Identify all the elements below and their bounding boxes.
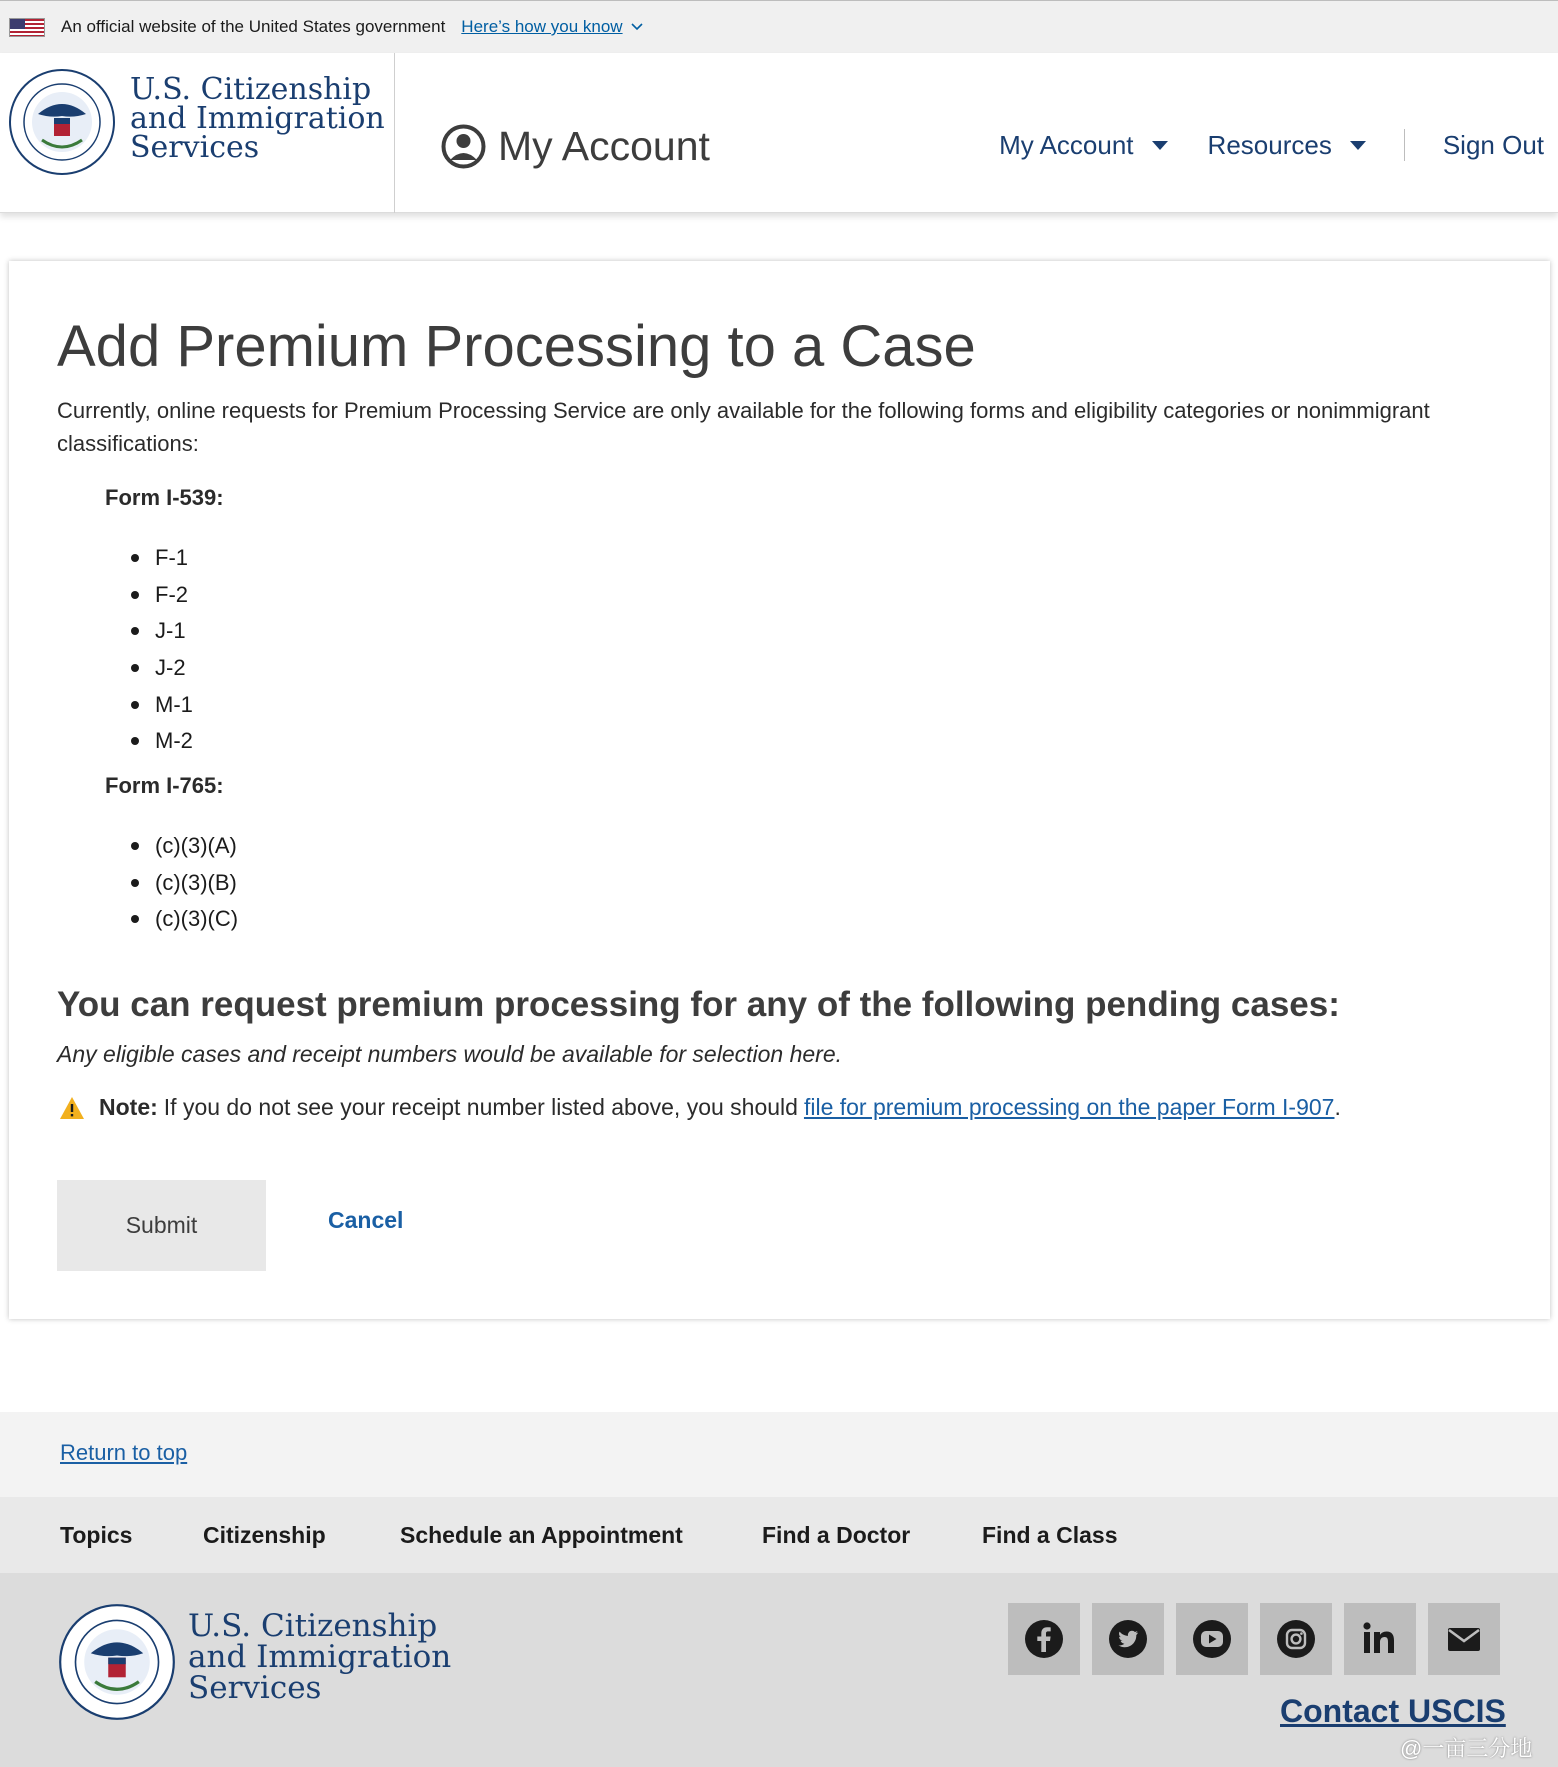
email-icon[interactable]	[1428, 1603, 1500, 1675]
chevron-down-icon	[631, 20, 643, 34]
pending-cases-heading: You can request premium processing for any of the following pending cases:	[57, 985, 1340, 1024]
twitter-icon[interactable]	[1092, 1603, 1164, 1675]
agency-line-2: and Immigration	[130, 101, 385, 136]
nav-my-account-label: My Account	[999, 129, 1134, 160]
dhs-seal-icon	[8, 68, 116, 176]
note-text: If you do not see your receipt number listed above, you should	[163, 1094, 798, 1120]
cancel-button[interactable]: Cancel	[328, 1207, 404, 1233]
my-account-heading	[441, 123, 710, 170]
agency-name	[130, 72, 390, 165]
form-i765-list	[131, 828, 238, 938]
list-item: J-1	[131, 613, 193, 650]
caret-down-icon	[1152, 141, 1168, 150]
caret-down-icon	[1350, 141, 1366, 150]
site-header	[0, 53, 1558, 213]
form-i539-list	[131, 540, 193, 760]
nav-my-account[interactable]	[999, 130, 1167, 161]
dhs-seal-icon	[58, 1603, 176, 1721]
us-flag-icon	[9, 18, 45, 37]
watermark: @一亩三分地	[1400, 1736, 1533, 1761]
user-circle-icon	[441, 124, 486, 169]
main-nav	[999, 129, 1544, 161]
how-you-know-link[interactable]	[461, 17, 642, 37]
nav-sign-out-label: Sign Out	[1442, 129, 1544, 160]
footer-nav-citizenship[interactable]: Citizenship	[203, 1521, 326, 1548]
instagram-icon[interactable]	[1260, 1603, 1332, 1675]
nav-sign-out[interactable]	[1443, 130, 1544, 161]
list-item: (c)(3)(A)	[131, 828, 238, 865]
gov-banner	[0, 0, 1558, 53]
form-i765-label: Form I-765:	[105, 773, 224, 798]
agency-line-1: U.S. Citizenship	[130, 72, 372, 107]
linkedin-icon[interactable]	[1344, 1603, 1416, 1675]
footer-nav-schedule-appointment[interactable]: Schedule an Appointment	[400, 1521, 683, 1548]
footer-bottom	[0, 1573, 1558, 1767]
footer-nav	[0, 1497, 1558, 1573]
youtube-icon[interactable]	[1176, 1603, 1248, 1675]
intro-text: Currently, online requests for Premium Processing Service are only available for the following forms and eligibility categories or nonimmigrant classifications:	[57, 398, 1430, 456]
note-label: Note:	[99, 1094, 158, 1120]
footer-agency-name	[188, 1608, 452, 1706]
agency-line-3: Services	[130, 130, 260, 165]
note-end: .	[1334, 1094, 1341, 1120]
facebook-icon[interactable]	[1008, 1603, 1080, 1675]
return-to-top-link[interactable]: Return to top	[60, 1440, 188, 1465]
form-i539-label: Form I-539:	[105, 485, 224, 510]
main-card	[9, 261, 1550, 1319]
main-heading: Add Premium Processing to a Case	[57, 314, 976, 379]
list-item: F-1	[131, 540, 193, 577]
list-item: M-2	[131, 723, 193, 760]
list-item: J-2	[131, 650, 193, 687]
footer-agency-line-2: and Immigration	[188, 1639, 452, 1675]
brand-logo[interactable]	[0, 53, 395, 213]
how-you-know-label: Here’s how you know	[461, 17, 623, 36]
footer-agency-line-1: U.S. Citizenship	[188, 1608, 438, 1644]
nav-resources[interactable]	[1208, 130, 1366, 161]
list-item: M-1	[131, 686, 193, 723]
list-item: (c)(3)(C)	[131, 901, 238, 938]
social-links	[1008, 1603, 1512, 1675]
footer-agency-line-3: Services	[188, 1670, 322, 1706]
footer-nav-find-class[interactable]: Find a Class	[982, 1521, 1118, 1548]
gov-banner-text: An official website of the United States government	[61, 17, 446, 36]
list-item: (c)(3)(B)	[131, 865, 238, 902]
paper-form-i907-link[interactable]: file for premium processing on the paper Form I-907	[803, 1094, 1335, 1120]
page-title: My Account	[498, 123, 710, 169]
contact-uscis-link[interactable]: Contact USCIS	[1280, 1693, 1506, 1729]
footer-nav-topics[interactable]: Topics	[60, 1521, 133, 1548]
list-item: F-2	[131, 577, 193, 614]
nav-resources-label: Resources	[1207, 129, 1332, 160]
return-to-top-bar	[0, 1412, 1558, 1497]
warning-icon	[59, 1096, 85, 1120]
eligible-cases-placeholder: Any eligible cases and receipt numbers would be available for selection here.	[57, 1041, 843, 1067]
submit-button[interactable]: Submit	[57, 1180, 266, 1271]
note-alert	[59, 1094, 1341, 1121]
footer-nav-find-doctor[interactable]: Find a Doctor	[762, 1521, 911, 1548]
nav-divider	[1404, 129, 1405, 161]
